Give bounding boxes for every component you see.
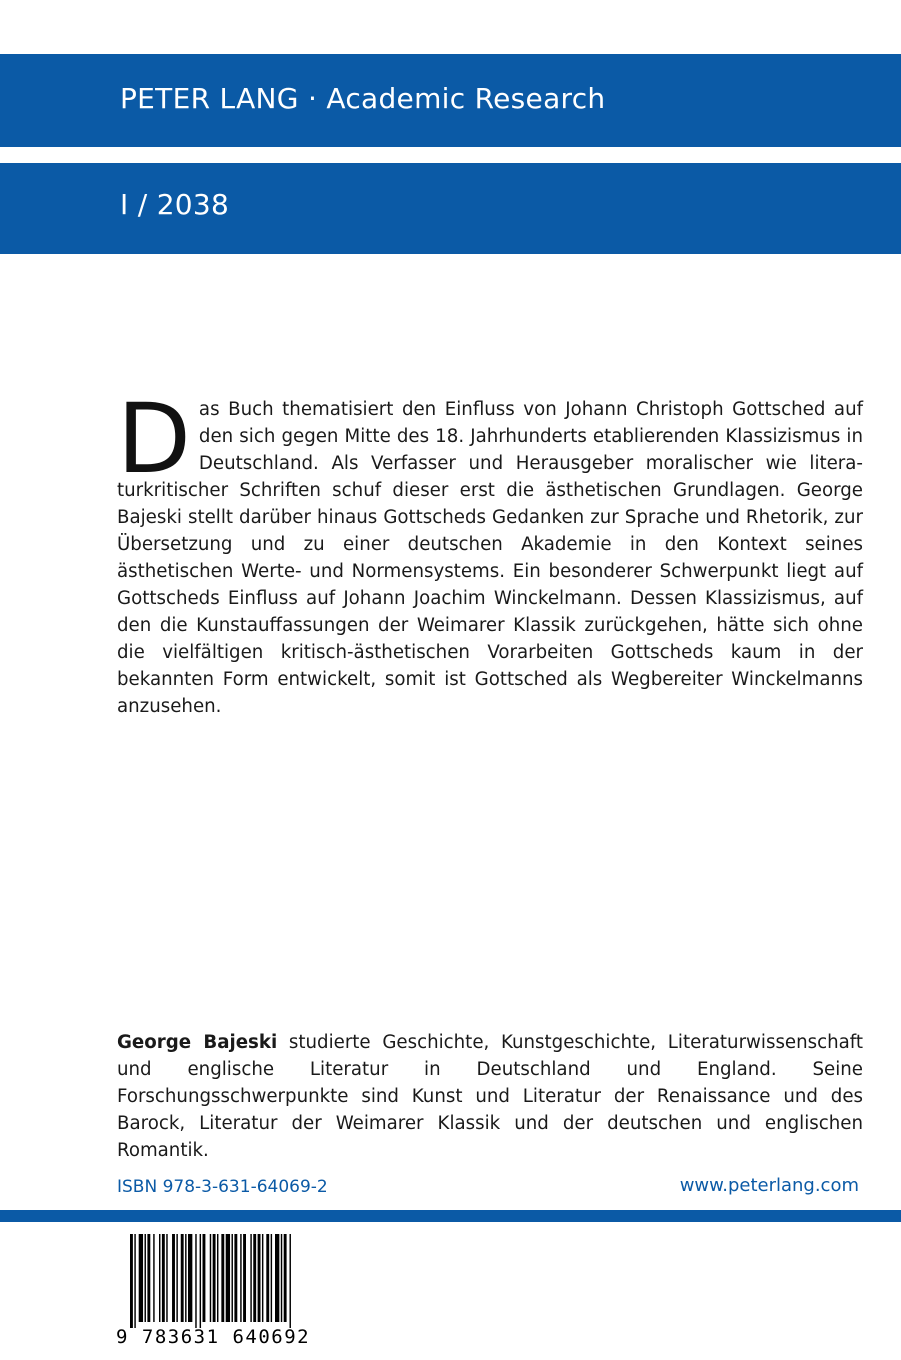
barcode-bar xyxy=(176,1234,177,1322)
barcode-bar xyxy=(232,1234,233,1322)
barcode-bar xyxy=(217,1234,218,1322)
barcode-bar xyxy=(250,1234,251,1322)
series-title: PETER LANG · Academic Research xyxy=(120,82,606,115)
barcode-bar xyxy=(271,1234,272,1322)
barcode-bar xyxy=(243,1234,246,1322)
barcode-bar xyxy=(284,1234,287,1322)
barcode-bar xyxy=(258,1234,261,1322)
author-name: George Bajeski xyxy=(117,1032,278,1053)
author-bio-text: studierte Geschichte, Kunstgeschichte, Literaturwissenschaft und englische Literatur in Deutschland und England. Seine Forschungsschwerpunkte sind Kunst und Literatur der Renaissance und des Barock, Literatur der Weimarer Klassik und der deutschen und englischen Romantik. xyxy=(117,1032,863,1161)
barcode-bar xyxy=(181,1234,184,1322)
barcode-bar xyxy=(159,1234,160,1322)
barcode-bar xyxy=(275,1234,279,1322)
series-banner xyxy=(0,54,901,147)
volume-banner xyxy=(0,163,901,254)
barcode-bar xyxy=(153,1234,154,1322)
barcode-bar xyxy=(188,1234,192,1322)
barcode-bar xyxy=(226,1234,230,1322)
barcode-bar xyxy=(200,1234,201,1328)
barcode-bar xyxy=(262,1234,263,1322)
barcode-bar xyxy=(185,1234,186,1322)
barcode-bar xyxy=(134,1234,135,1328)
barcode-bar xyxy=(195,1234,196,1328)
barcode-bar xyxy=(145,1234,146,1322)
barcode-bar xyxy=(290,1234,291,1328)
book-blurb xyxy=(117,383,863,720)
barcode-digits: 9 783631 640692 xyxy=(116,1326,311,1348)
footer-rule xyxy=(0,1210,901,1222)
barcode-bar xyxy=(266,1234,269,1322)
drop-cap: D xyxy=(117,383,191,495)
barcode-bar xyxy=(213,1234,216,1322)
barcode xyxy=(116,1232,311,1352)
author-bio xyxy=(117,1029,863,1164)
barcode-bars xyxy=(116,1232,304,1328)
barcode-bar xyxy=(130,1234,133,1328)
barcode-bar xyxy=(172,1234,175,1322)
barcode-bar xyxy=(203,1234,206,1322)
isbn: ISBN 978-3-631-64069-2 xyxy=(117,1177,328,1197)
barcode-bar xyxy=(281,1234,282,1322)
barcode-bar xyxy=(147,1234,150,1322)
barcode-bar xyxy=(240,1234,241,1322)
barcode-bar xyxy=(234,1234,237,1322)
barcode-bar xyxy=(221,1234,224,1322)
barcode-bar xyxy=(166,1234,167,1322)
publisher-website-link[interactable]: www.peterlang.com xyxy=(679,1175,859,1196)
blurb-text: as Buch thematisiert den Einfluss von Johann Christoph Gottsched auf den sich gegen Mitte des 18. Jahrhunderts etablierenden Klassizismus in Deutschland. Als Verfasser und Herausgeber moralischer wie litera-turkritischer Schriften schuf dieser erst die ästhetischen Grundlagen. George Bajeski stellt darüber hinaus Gottscheds Gedanken zur Sprache und Rhetorik, zur Übersetzung und zu einer deutschen Akademie in den Kontext seines ästhetischen Werte- und Normensystems. Ein besonderer Schwerpunkt liegt auf Gottscheds Einfluss auf Johann Joachim Winckelmann. Dessen Klassizismus, auf den die Kunstauffassungen der Weimarer Klassik zurückgehen, hätte sich ohne die vielfältigen kritisch-ästhetischen Vorarbeiten Gottscheds kaum in der bekannten Form entwickelt, somit ist Gottsched als Wegbereiter Winckelmanns anzusehen. xyxy=(117,399,863,717)
barcode-bar xyxy=(139,1234,143,1322)
barcode-bar xyxy=(162,1234,165,1322)
barcode-bar xyxy=(253,1234,256,1322)
barcode-bar xyxy=(210,1234,211,1322)
volume-number: I / 2038 xyxy=(120,188,230,221)
